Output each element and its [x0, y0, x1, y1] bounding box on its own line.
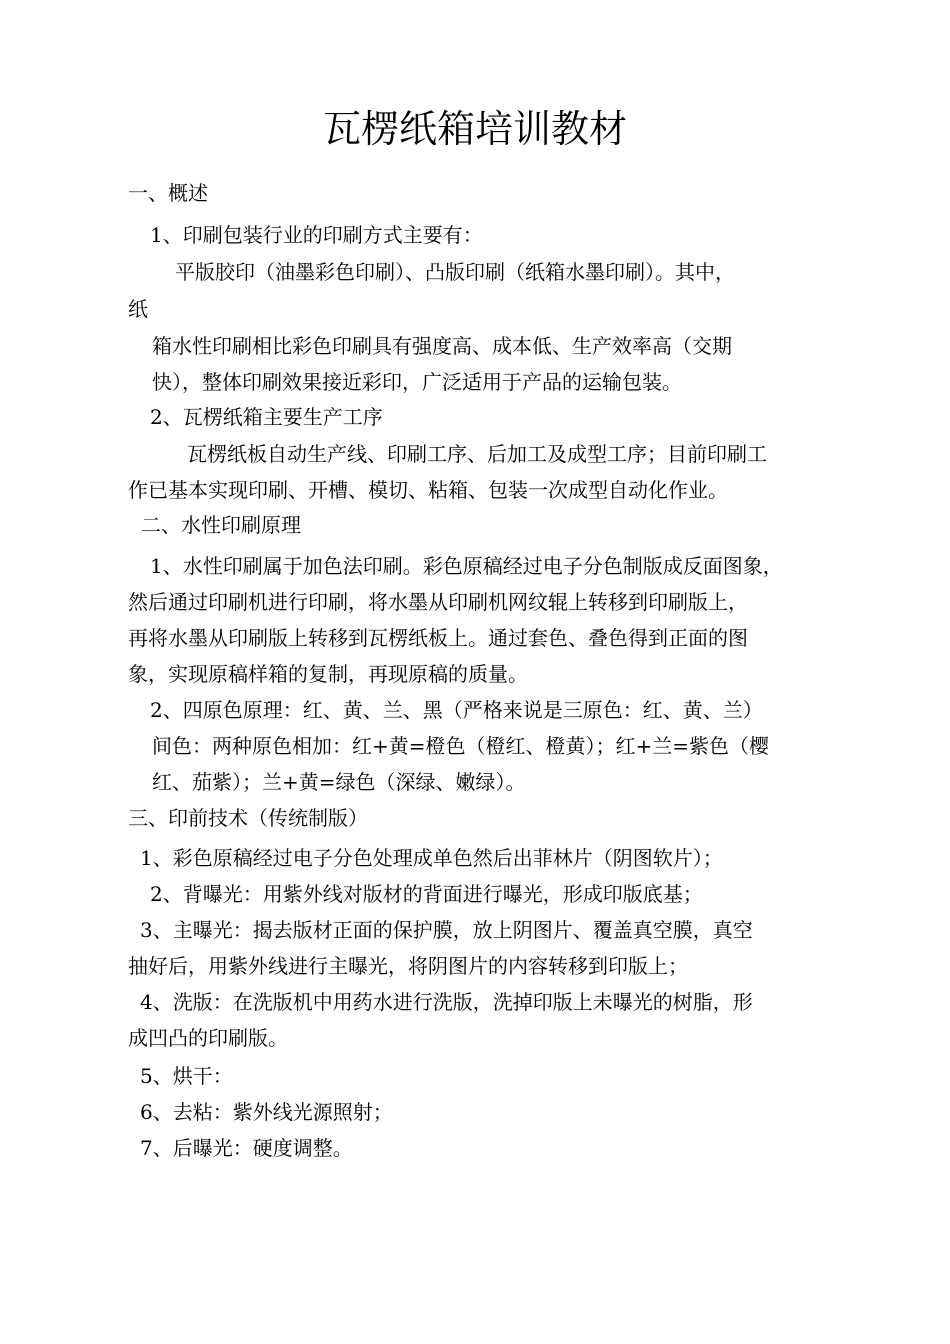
section-heading-prepress: 三、印前技术（传统制版） [128, 806, 368, 830]
paragraph-line: 红、茄紫）；兰+黄=绿色（深绿、嫩绿）。 [152, 770, 526, 794]
paragraph-line: 2、背曝光：用紫外线对版材的背面进行曝光，形成印版底基； [150, 882, 703, 906]
paragraph-line: 成凹凸的印刷版。 [128, 1026, 288, 1050]
paragraph-line: 4、洗版：在洗版机中用药水进行洗版，洗掉印版上未曝光的树脂，形 [140, 990, 753, 1014]
section-heading-overview: 一、概述 [128, 181, 208, 205]
paragraph-line: 2、四原色原理：红、黄、兰、黑（严格来说是三原色：红、黄、兰） [150, 698, 763, 722]
paragraph-line: 纸 [128, 297, 148, 321]
paragraph-line: 再将水墨从印刷版上转移到瓦楞纸板上。通过套色、叠色得到正面的图 [128, 626, 748, 650]
document-title: 瓦楞纸箱培训教材 [322, 107, 627, 151]
paragraph-line: 1、水性印刷属于加色法印刷。彩色原稿经过电子分色制版成反面图象， [150, 554, 783, 578]
paragraph-line: 作已基本实现印刷、开槽、模切、粘箱、包装一次成型自动化作业。 [128, 478, 728, 502]
paragraph-line: 抽好后，用紫外线进行主曝光，将阴图片的内容转移到印版上； [128, 954, 688, 978]
paragraph-line: 间色：两种原色相加：红+黄=橙色（橙红、橙黄）；红+兰=紫色（樱 [152, 734, 770, 758]
section-heading-water-printing: 二、水性印刷原理 [141, 513, 301, 537]
paragraph-line: 然后通过印刷机进行印刷，将水墨从印刷机网纹辊上转移到印刷版上， [128, 590, 748, 614]
paragraph-line: 1、彩色原稿经过电子分色处理成单色然后出菲林片（阴图软片）； [140, 846, 723, 870]
paragraph-line: 箱水性印刷相比彩色印刷具有强度高、成本低、生产效率高（交期 [152, 334, 732, 358]
paragraph-line: 1、印刷包装行业的印刷方式主要有： [150, 223, 483, 247]
paragraph-line: 3、主曝光：揭去版材正面的保护膜，放上阴图片、覆盖真空膜，真空 [140, 918, 753, 942]
paragraph-line: 象，实现原稿样箱的复制，再现原稿的质量。 [128, 662, 528, 686]
paragraph-line: 7、后曝光：硬度调整。 [140, 1136, 353, 1160]
paragraph-line: 平版胶印（油墨彩色印刷）、凸版印刷（纸箱水墨印刷）。其中， [175, 260, 735, 284]
paragraph-line: 5、烘干： [140, 1064, 233, 1088]
paragraph-line: 快），整体印刷效果接近彩印，广泛适用于产品的运输包装。 [152, 370, 682, 394]
paragraph-line: 2、瓦楞纸箱主要生产工序 [150, 405, 383, 429]
paragraph-line: 6、去粘：紫外线光源照射； [140, 1100, 393, 1124]
paragraph-line: 瓦楞纸板自动生产线、印刷工序、后加工及成型工序；目前印刷工 [187, 442, 767, 466]
